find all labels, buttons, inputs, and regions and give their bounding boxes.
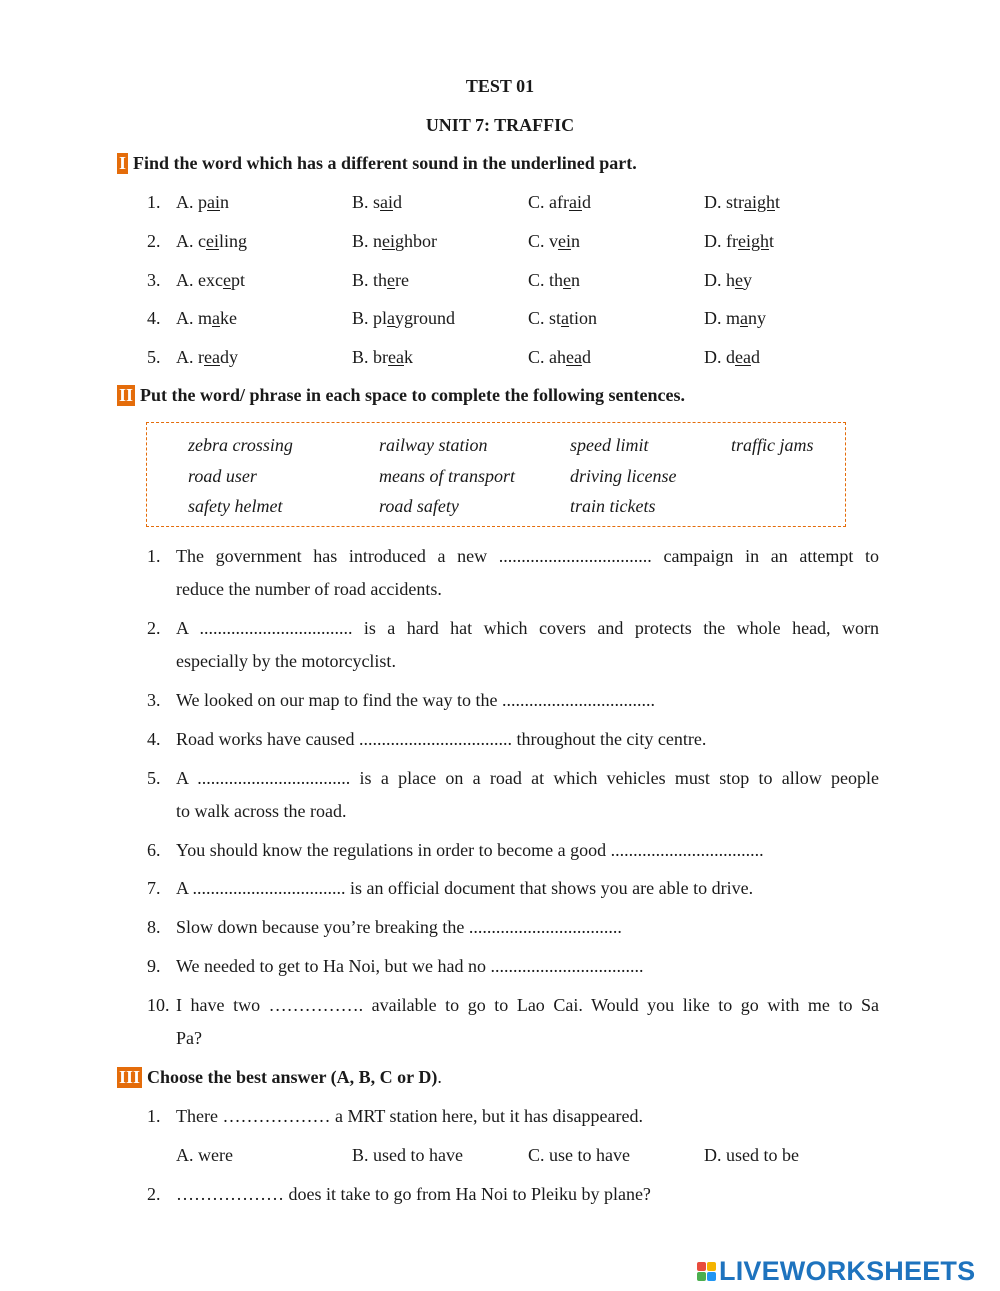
sentence-number: 2. (147, 618, 161, 638)
section-1-item-1-option-a[interactable]: A. pain (176, 192, 229, 212)
word-box-item: speed limit (570, 435, 649, 455)
q1-option-b[interactable]: B. used to have (352, 1145, 463, 1165)
test-title: TEST 01 (465, 76, 535, 96)
underlined-part: aigh (744, 192, 775, 212)
section-2-heading (117, 385, 685, 406)
word-box-item: zebra crossing (188, 435, 293, 455)
sentence-1-line: reduce the number of road accidents. (176, 579, 442, 599)
liveworksheets-logo (697, 1256, 975, 1287)
word-box-item: road safety (379, 496, 459, 516)
underlined-part: a (740, 308, 748, 329)
section-1-instruction: Find the word which has a different sound in the underlined part. (133, 153, 637, 173)
section-1-item-5-option-b[interactable]: B. break (352, 347, 413, 368)
section-1-item-1-option-c[interactable]: C. afraid (528, 192, 591, 212)
q1-number: 1. (147, 1106, 161, 1126)
word-box-item: road user (188, 465, 257, 486)
underlined-part: e (387, 269, 396, 290)
logo-text: LIVEWORKSHEETS (719, 1256, 976, 1286)
sentence-6-line: You should know the regulations in order to become a good .................................. (176, 840, 764, 860)
section-1-item-number: 1. (147, 192, 161, 212)
sentence-3-line: We looked on our map to find the way to the .................................. (176, 690, 655, 710)
section-1-item-4-option-d[interactable]: D. many (704, 308, 766, 329)
section-3-instruction-end: . (437, 1067, 442, 1087)
sentence-8-line: Slow down because you’re breaking the .................................. (176, 917, 622, 937)
section-1-heading (117, 153, 637, 174)
sentence-number: 4. (147, 729, 161, 749)
underlined-part: e (563, 269, 572, 290)
underlined-part: a (561, 308, 570, 329)
section-1-item-2-option-b[interactable]: B. neighbor (352, 230, 438, 251)
section-1-item-1-option-d[interactable]: D. straight (704, 192, 781, 212)
section-1-item-4-option-b[interactable]: B. playground (352, 308, 456, 329)
sentence-5-line: to walk across the road. (176, 801, 347, 821)
underlined-part: ea (735, 347, 751, 368)
section-3-badge: III (119, 1067, 141, 1087)
underlined-part: ei (206, 230, 219, 251)
unit-title: UNIT 7: TRAFFIC (425, 115, 575, 135)
sentence-number: 6. (147, 840, 161, 860)
word-box-item: means of transport (379, 465, 516, 486)
section-3-heading (117, 1067, 442, 1088)
sentence-2-line: especially by the motorcyclist. (176, 651, 396, 671)
section-1-item-number: 4. (147, 308, 161, 329)
underlined-part: ea (388, 347, 404, 368)
underlined-part: ei (558, 230, 572, 251)
q1-text: There ……………… a MRT station here, but it has disappeared. (176, 1106, 643, 1126)
word-box-item: traffic jams (731, 435, 814, 455)
section-1-item-number: 2. (147, 230, 161, 251)
underlined-part: e (735, 269, 743, 290)
underlined-part: eigh (738, 230, 769, 251)
sentence-number: 7. (147, 878, 161, 898)
underlined-part: ei (382, 230, 396, 251)
underlined-part: ai (207, 192, 220, 212)
section-1-item-number: 5. (147, 347, 161, 368)
section-1-item-2-option-a[interactable]: A. ceiling (176, 230, 248, 251)
sentence-10-line: Pa? (176, 1028, 202, 1048)
section-1-item-5-option-a[interactable]: A. ready (176, 347, 238, 368)
section-1-badge: I (119, 153, 127, 173)
sentence-number: 9. (147, 956, 161, 976)
section-1-item-2-option-c[interactable]: C. vein (528, 230, 581, 251)
section-1-item-4-option-c[interactable]: C. station (528, 308, 598, 329)
logo-mark-icon (697, 1262, 716, 1281)
sentence-4-line: Road works have caused .................................. throughout the city centre. (176, 729, 707, 749)
section-1-item-number: 3. (147, 269, 161, 290)
section-2-badge: II (119, 385, 134, 405)
underlined-part: ai (568, 192, 582, 212)
underlined-part: ea (566, 347, 582, 368)
sentence-number: 5. (147, 768, 161, 788)
sentence-number: 3. (147, 690, 161, 710)
q1-option-d[interactable]: D. used to be (704, 1145, 799, 1165)
q2-number: 2. (147, 1184, 161, 1204)
section-1-item-1-option-b[interactable]: B. said (352, 192, 403, 212)
word-box-item: train tickets (570, 496, 656, 516)
sentence-5-line: A .................................. is a place on a road at which vehicles must stop to allow people (176, 768, 879, 788)
section-3-instruction: Choose the best answer (A, B, C or D) (147, 1067, 438, 1087)
sentence-1-line: The government has introduced a new .................................. campaign in an attempt to (176, 546, 879, 566)
sentence-9-line: We needed to get to Ha Noi, but we had no .................................. (176, 956, 644, 976)
underlined-part: ai (380, 192, 394, 212)
word-box-item: railway station (379, 435, 488, 455)
q2-text: ……………… does it take to go from Ha Noi to Pleiku by plane? (176, 1184, 651, 1204)
section-1-item-3-option-b[interactable]: B. there (352, 269, 409, 290)
underlined-part: a (387, 308, 396, 329)
section-2-instruction: Put the word/ phrase in each space to complete the following sentences. (140, 385, 685, 405)
section-1-item-3-option-a[interactable]: A. except (176, 269, 245, 290)
section-1-item-3-option-c[interactable]: C. then (528, 269, 581, 290)
section-1-item-4-option-a[interactable]: A. make (176, 308, 237, 329)
underlined-part: a (212, 308, 220, 329)
sentence-number: 10. (147, 995, 170, 1015)
sentence-2-line: A .................................. is a hard hat which covers and protects the whole head, worn (176, 618, 879, 638)
underlined-part: e (222, 269, 231, 290)
section-1-item-3-option-d[interactable]: D. hey (704, 269, 752, 290)
section-1-item-5-option-c[interactable]: C. ahead (528, 347, 591, 368)
sentence-number: 8. (147, 917, 161, 937)
q1-option-a[interactable]: A. were (176, 1145, 233, 1165)
section-1-item-2-option-d[interactable]: D. freight (704, 230, 775, 251)
underlined-part: ea (204, 347, 220, 368)
word-box-item: driving license (570, 465, 677, 486)
sentence-number: 1. (147, 546, 161, 566)
sentence-10-line: I have two ……………. available to go to Lao Cai. Would you like to go with me to Sa (176, 995, 879, 1015)
q1-option-c[interactable]: C. use to have (528, 1145, 630, 1165)
sentence-7-line: A .................................. is an official document that shows you are able to drive. (176, 878, 754, 898)
word-box-item: safety helmet (188, 496, 283, 516)
section-1-item-5-option-d[interactable]: D. dead (704, 347, 760, 368)
